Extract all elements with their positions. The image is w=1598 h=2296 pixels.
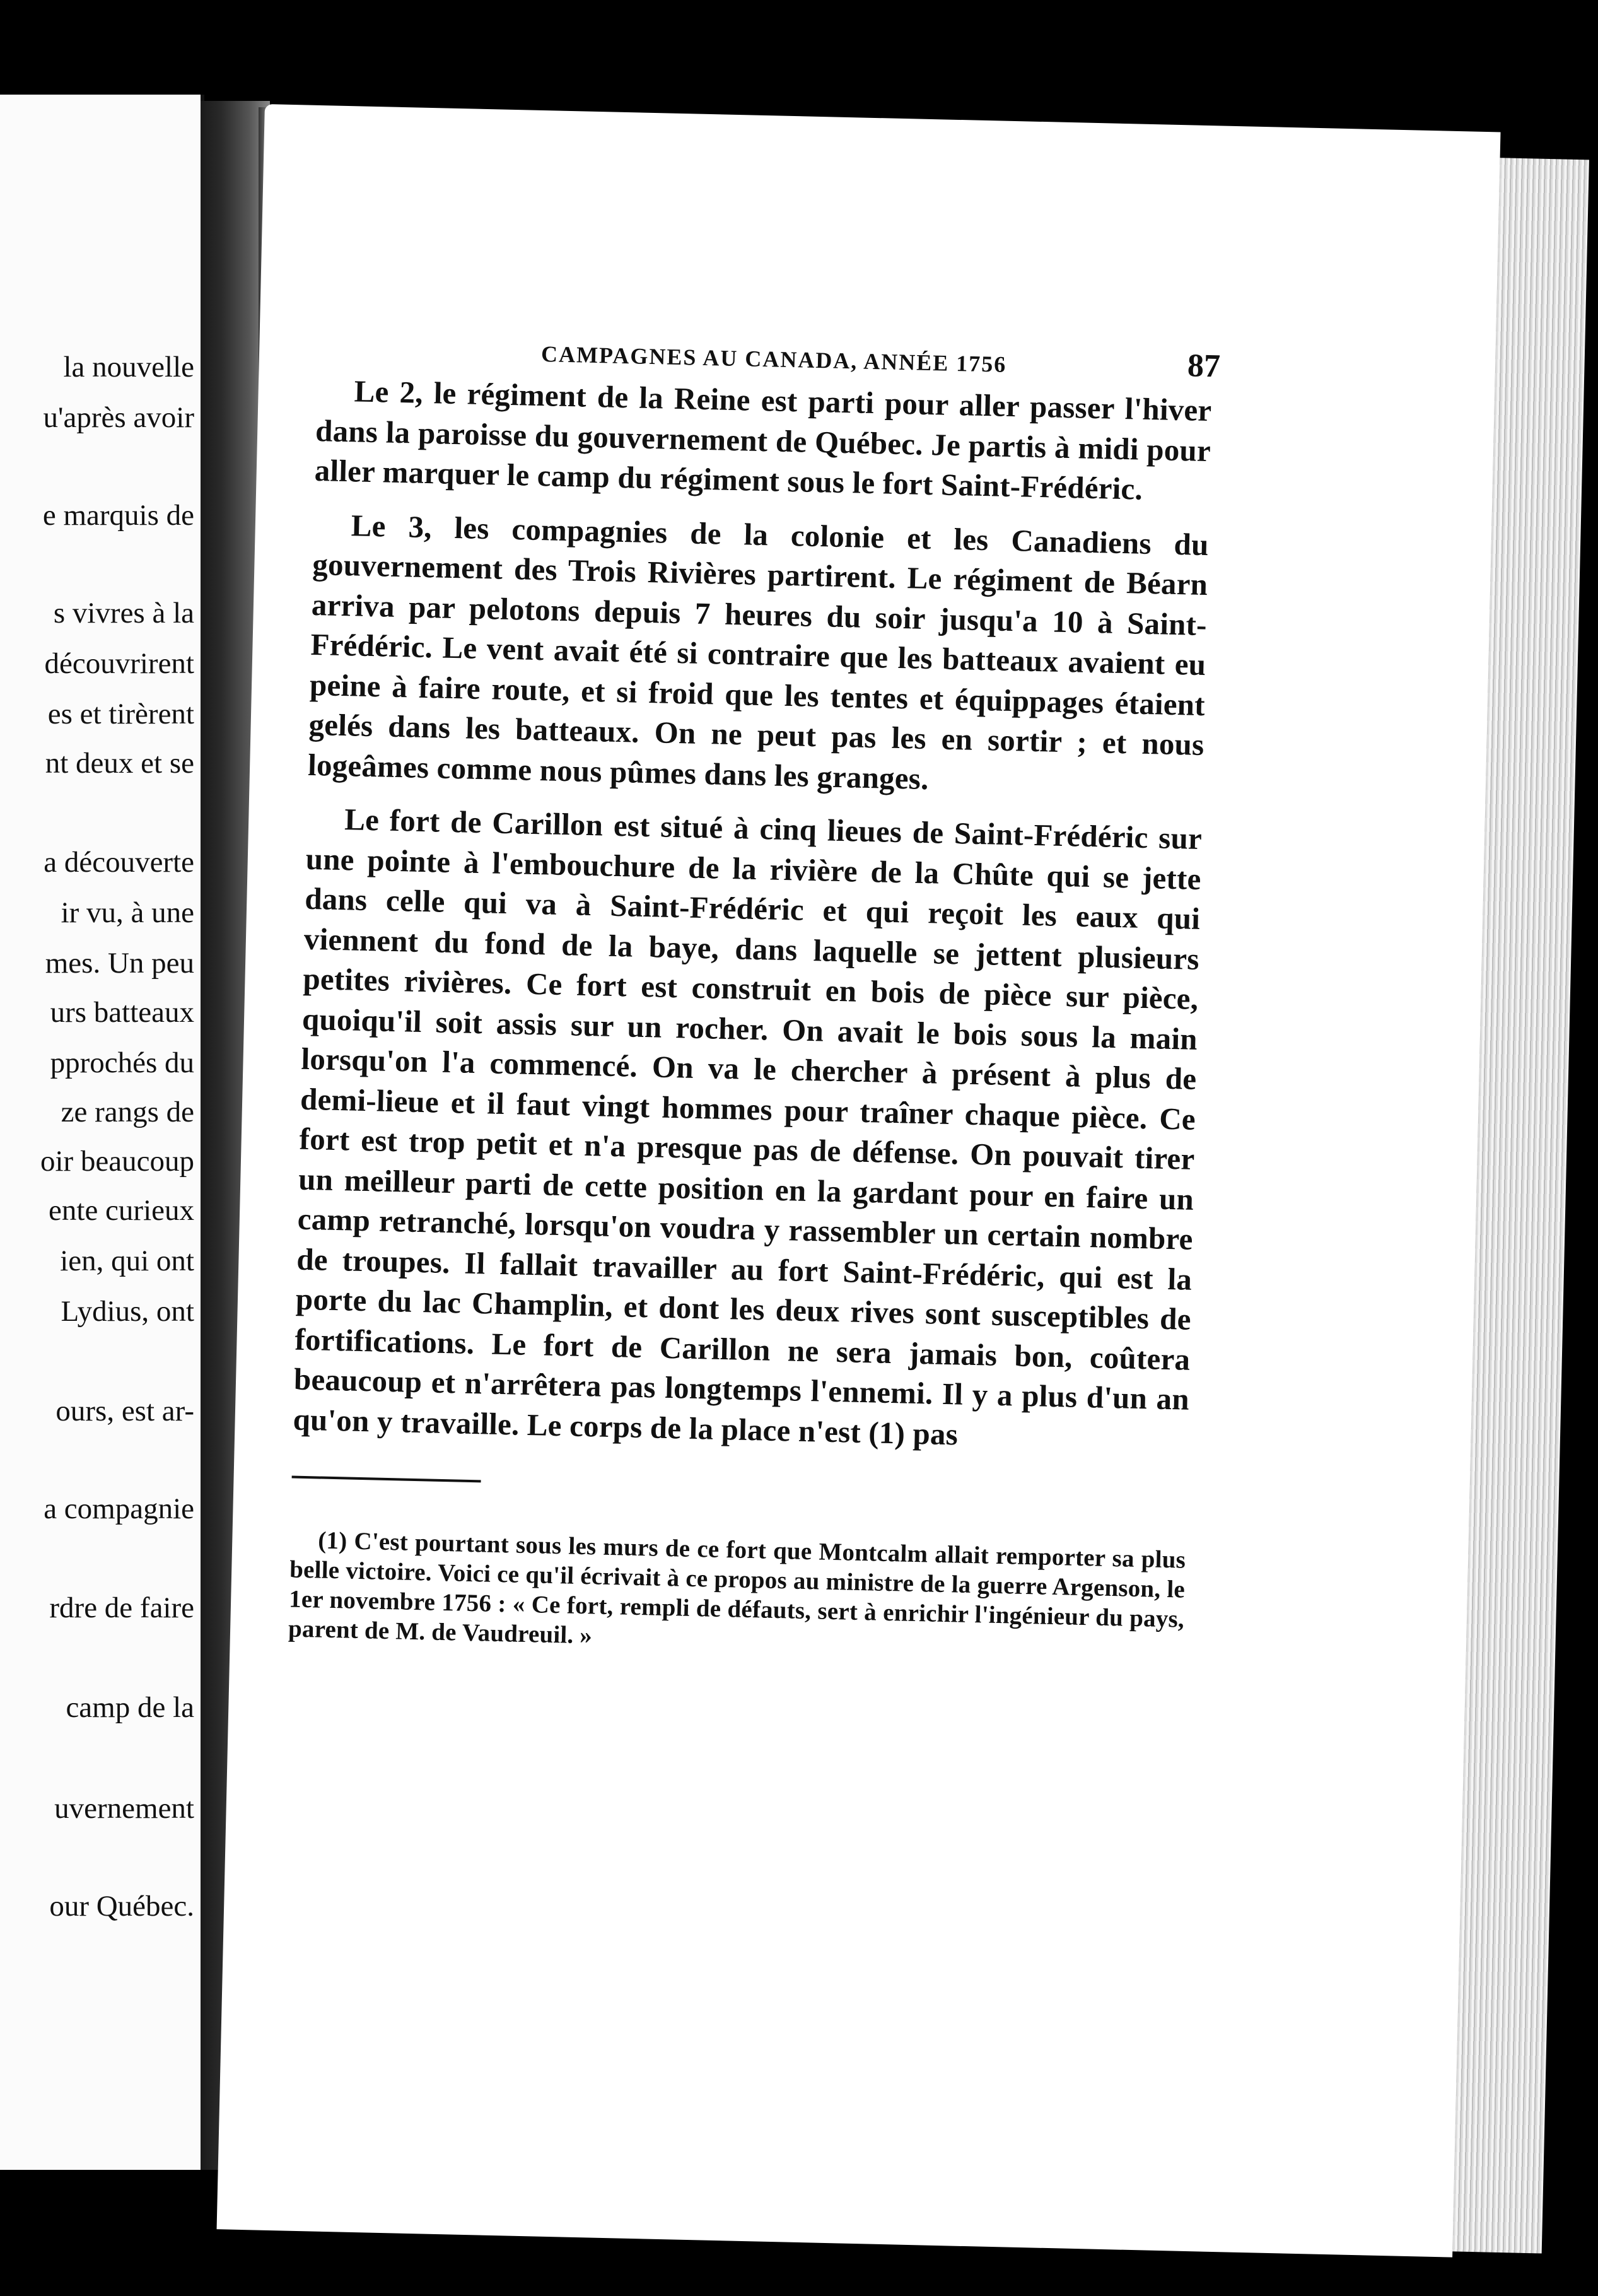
body-text bbox=[293, 370, 1212, 1460]
running-title: CAMPAGNES AU CANADA, ANNÉE 1756 bbox=[540, 341, 1007, 377]
left-text-line: u'après avoir bbox=[43, 401, 194, 434]
left-text-line: uvernement bbox=[54, 1792, 194, 1825]
paragraph: Le 3, les compagnies de la colonie et les Canadiens du gouvernement des Trois Rivières partirent. Le régiment de Béarn arriva par pelotons depuis 7 heures du soir jusqu'a 10 à Saint-Frédéric. Le vent avait été si contraire que les batteaux avaient eu peine à faire route, et si froid que les tentes et équippages étaient gelés dans les batteaux. On ne peut pas les en sortir ; et nous logeâmes comme nous pûmes dans les granges. bbox=[307, 507, 1210, 796]
left-text-line: ente curieux bbox=[49, 1194, 194, 1227]
left-text-line: oir beaucoup bbox=[40, 1145, 194, 1178]
left-text-line: la nouvelle bbox=[63, 351, 194, 384]
left-text-line: ien, qui ont bbox=[60, 1245, 194, 1277]
left-text-line: nt deux et se bbox=[45, 747, 194, 780]
left-text-line: découvrirent bbox=[44, 647, 194, 680]
left-text-line: urs batteaux bbox=[50, 996, 194, 1029]
left-text-line: a compagnie bbox=[44, 1492, 194, 1525]
left-text-line: es et tirèrent bbox=[47, 698, 194, 730]
left-text-line: ir vu, à une bbox=[61, 896, 194, 929]
page-number: 87 bbox=[1187, 348, 1221, 385]
left-text-line: pprochés du bbox=[50, 1046, 194, 1079]
footnote: (1) C'est pourtant sous les murs de ce fort que Montcalm allait remporter sa plus belle victoire. Voici ce qu'il écrivait à ce propos au ministre de la guerre Argenson, le 1er novembre 1756 : « Ce fort, rempli de défauts, sert à enrichir l'ingénieur du pays, parent de M. de Vaudreuil. » bbox=[288, 1526, 1186, 1649]
left-text-line: a découverte bbox=[44, 846, 194, 879]
left-text-line: mes. Un peu bbox=[45, 947, 194, 980]
page-content bbox=[288, 327, 1221, 1664]
paragraph: Le 2, le régiment de la Reine est parti pour aller passer l'hiver dans la paroisse du gouvernement de Québec. Je partis à midi pour aller marquer le camp du régiment sous le fort Saint-Frédéric. bbox=[314, 373, 1212, 507]
left-text-line: e marquis de bbox=[42, 499, 194, 532]
left-facing-page bbox=[0, 95, 204, 2170]
left-text-line: camp de la bbox=[66, 1691, 194, 1724]
left-text-line: ze rangs de bbox=[61, 1096, 194, 1128]
paragraph: Le fort de Carillon est situé à cinq lieues de Saint-Frédéric sur une pointe à l'embouchure de la rivière de la Chûte qui se jette dans celle qui va à Saint-Frédéric et qui reçoit les eaux qui viennent du fond de la baye, dans laquelle se jettent plusieurs petites rivières. Ce fort est construit en bois de pièce sur pièce, quoiqu'il soit assis sur un rocher. On avait le bois sous la main lorsqu'on l'a commencé. On va le chercher à présent à plus de demi-lieue et il faut vingt hommes pour traîner chaque pièce. Ce fort est trop petit et n'a presque pas de défense. On pouvait tirer un meilleur parti de cette position en la gardant pour en faire un camp retranché, lorsqu'on voudra y rassembler un certain nombre de troupes. Il fallait travailler au fort Saint-Frédéric, qui est la porte du lac Champlin, et dont les deux rives sont susceptibles de fortifications. Le fort de Carillon ne sera jamais bon, coûtera beaucoup et n'arrêtera pas longtemps l'ennemi. Il y a plus d'un an qu'on y travaille. Le corps de la place n'est (1) pas bbox=[293, 802, 1203, 1451]
left-text-line: Lydius, ont bbox=[61, 1295, 194, 1328]
left-text-line: s vivres à la bbox=[53, 597, 194, 630]
main-page bbox=[217, 104, 1501, 2258]
footnote-rule bbox=[292, 1476, 481, 1483]
left-text-line: ours, est ar- bbox=[55, 1395, 194, 1427]
left-text-line: rdre de faire bbox=[49, 1591, 194, 1624]
left-text-line: our Québec. bbox=[49, 1890, 194, 1923]
